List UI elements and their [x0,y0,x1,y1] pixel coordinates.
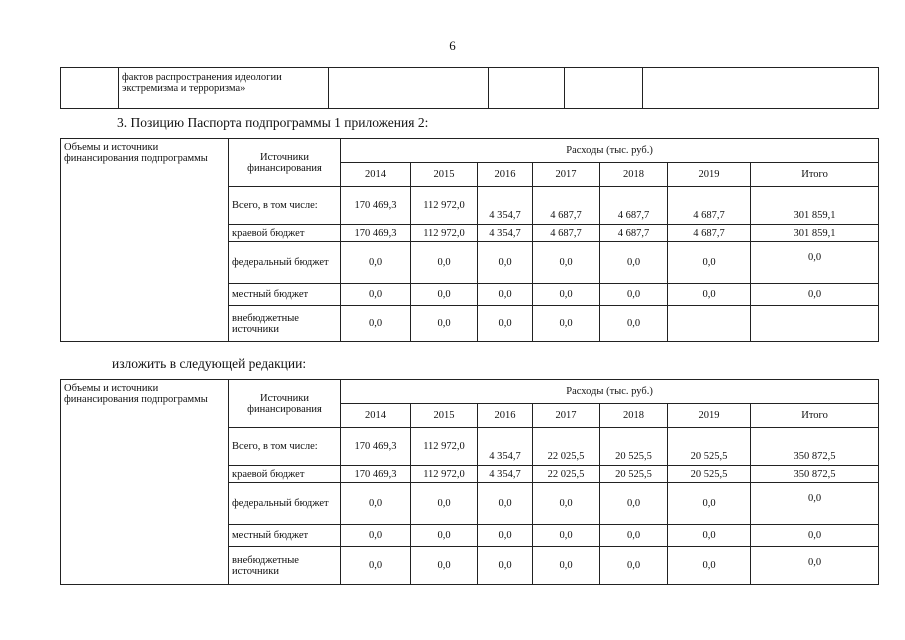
value-cell: 20 525,5 [668,466,751,483]
value-cell [751,306,879,342]
value-cell: 0,0 [533,242,600,284]
value-cell: 0,0 [533,547,600,585]
continuation-cell-empty [489,68,565,109]
continuation-cell-text: фактов распространения идеологии экстремизма и терроризма» [119,68,329,109]
value-cell: 0,0 [533,483,600,525]
value-cell: 4 687,7 [668,187,751,225]
value-cell: 0,0 [600,242,668,284]
value-cell: 0,0 [533,306,600,342]
value-cell: 0,0 [341,547,411,585]
value-cell: 112 972,0 [411,428,478,466]
year-header: 2018 [600,404,668,428]
value-cell: 0,0 [751,525,879,547]
value-cell: 0,0 [668,284,751,306]
value-cell: 112 972,0 [411,466,478,483]
year-header: 2017 [533,163,600,187]
value-cell: 170 469,3 [341,225,411,242]
sources-header: Источники финансирования [229,139,341,187]
value-cell: 0,0 [341,242,411,284]
value-cell: 4 687,7 [533,187,600,225]
continuation-cell-empty [61,68,119,109]
year-header: 2014 [341,163,411,187]
value-cell: 20 525,5 [600,428,668,466]
value-cell: 350 872,5 [751,428,879,466]
source-label-extrabudgetary: внебюджетные источники [229,547,341,585]
sources-header: Источники финансирования [229,380,341,428]
expenses-header: Расходы (тыс. руб.) [341,139,879,163]
year-header: 2019 [668,163,751,187]
year-header: 2017 [533,404,600,428]
value-cell: 112 972,0 [411,187,478,225]
value-cell: 0,0 [668,483,751,525]
value-cell: 170 469,3 [341,428,411,466]
value-cell: 0,0 [600,306,668,342]
value-cell: 4 687,7 [668,225,751,242]
value-cell: 0,0 [600,547,668,585]
financing-label: Объемы и источники финансирования подпрограммы [61,139,229,342]
value-cell: 0,0 [411,284,478,306]
source-label-total: Всего, в том числе: [229,428,341,466]
continuation-cell-empty [643,68,879,109]
year-header: 2015 [411,163,478,187]
value-cell: 350 872,5 [751,466,879,483]
value-cell: 0,0 [600,483,668,525]
value-cell: 0,0 [668,525,751,547]
value-cell: 0,0 [751,483,879,525]
value-cell: 0,0 [411,483,478,525]
value-cell: 0,0 [341,306,411,342]
year-header: 2016 [478,404,533,428]
year-header: 2015 [411,404,478,428]
value-cell: 301 859,1 [751,225,879,242]
source-label-federal: федеральный бюджет [229,483,341,525]
value-cell: 0,0 [668,242,751,284]
financing-table-current [60,138,879,342]
value-cell: 0,0 [668,547,751,585]
total-header: Итого [751,163,879,187]
value-cell: 0,0 [411,306,478,342]
total-header: Итого [751,404,879,428]
continuation-cell-empty [329,68,489,109]
value-cell: 0,0 [478,483,533,525]
value-cell: 0,0 [600,284,668,306]
value-cell: 170 469,3 [341,187,411,225]
year-header: 2018 [600,163,668,187]
value-cell: 4 354,7 [478,428,533,466]
section-heading-new: изложить в следующей редакции: [112,356,307,371]
source-label-extrabudgetary: внебюджетные источники [229,306,341,342]
value-cell: 20 525,5 [668,428,751,466]
expenses-header: Расходы (тыс. руб.) [341,380,879,404]
source-label-regional: краевой бюджет [229,225,341,242]
value-cell: 0,0 [478,525,533,547]
value-cell: 0,0 [411,547,478,585]
year-header: 2019 [668,404,751,428]
value-cell: 4 354,7 [478,187,533,225]
value-cell: 22 025,5 [533,428,600,466]
value-cell: 0,0 [478,306,533,342]
value-cell: 4 687,7 [600,225,668,242]
value-cell: 4 354,7 [478,466,533,483]
value-cell: 22 025,5 [533,466,600,483]
page-number: 6 [449,38,456,53]
value-cell: 0,0 [533,284,600,306]
value-cell: 301 859,1 [751,187,879,225]
value-cell: 0,0 [341,483,411,525]
source-label-federal: федеральный бюджет [229,242,341,284]
value-cell: 0,0 [411,242,478,284]
financing-label: Объемы и источники финансирования подпрограммы [61,380,229,585]
value-cell: 0,0 [341,284,411,306]
section-heading-current: 3. Позицию Паспорта подпрограммы 1 приложения 2: [117,115,429,130]
value-cell: 0,0 [600,525,668,547]
source-label-regional: краевой бюджет [229,466,341,483]
value-cell: 0,0 [533,525,600,547]
value-cell: 0,0 [751,284,879,306]
value-cell: 0,0 [751,547,879,585]
value-cell: 4 687,7 [600,187,668,225]
source-label-local: местный бюджет [229,525,341,547]
value-cell: 0,0 [478,284,533,306]
value-cell: 4 354,7 [478,225,533,242]
financing-table-new [60,379,879,585]
value-cell: 0,0 [478,242,533,284]
source-label-local: местный бюджет [229,284,341,306]
value-cell: 20 525,5 [600,466,668,483]
source-label-total: Всего, в том числе: [229,187,341,225]
year-header: 2016 [478,163,533,187]
year-header: 2014 [341,404,411,428]
value-cell: 0,0 [411,525,478,547]
value-cell: 0,0 [478,547,533,585]
continuation-cell-empty [565,68,643,109]
value-cell: 0,0 [751,242,879,284]
value-cell: 0,0 [341,525,411,547]
value-cell: 112 972,0 [411,225,478,242]
value-cell: 170 469,3 [341,466,411,483]
value-cell [668,306,751,342]
value-cell: 4 687,7 [533,225,600,242]
continuation-table [60,67,879,109]
